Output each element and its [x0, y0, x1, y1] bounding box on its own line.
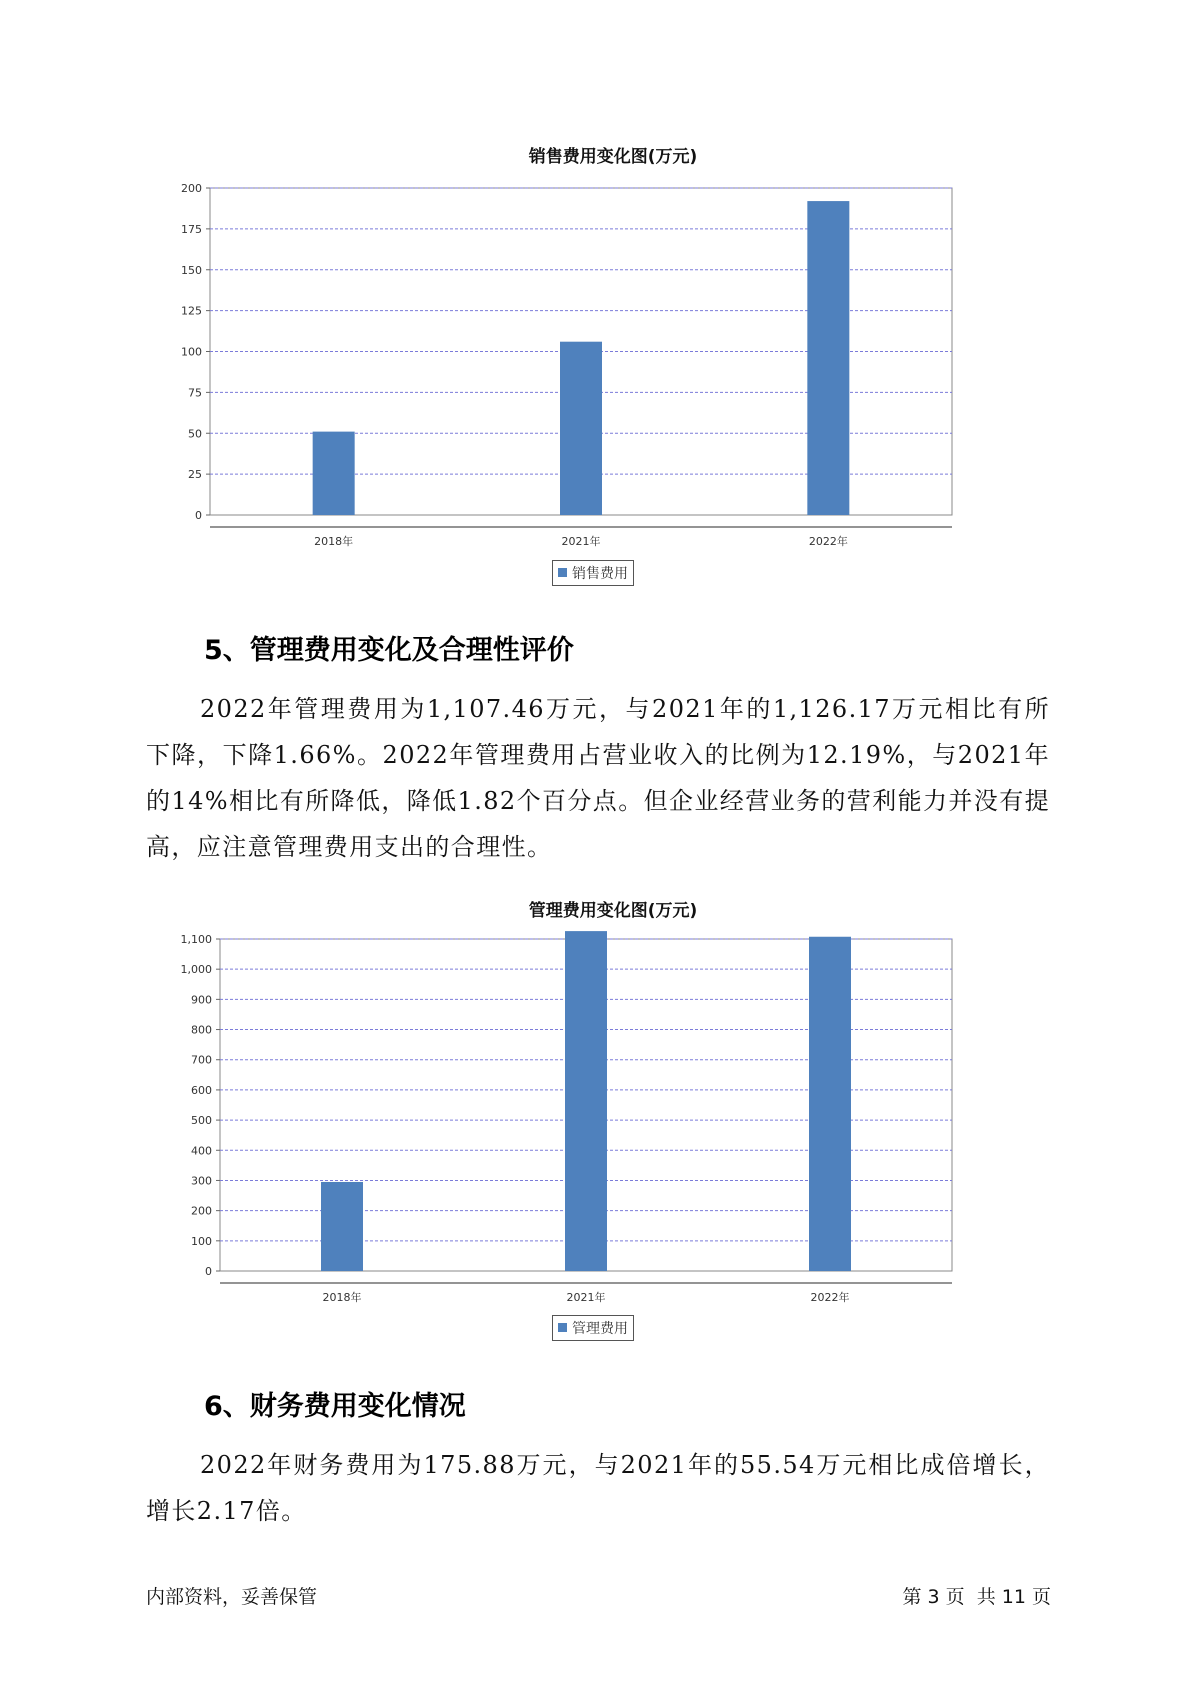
y-tick-label: 0: [195, 509, 202, 522]
y-tick-label: 400: [191, 1144, 212, 1158]
section-5-paragraph: 2022年管理费用为1,107.46万元，与2021年的1,126.17万元相比有所下降，下降1.66%。2022年管理费用占营业收入的比例为12.19%，与2021年的14%相比有所降低，降低1.82个百分点。但企业经营业务的营利能力并没有提高，应注意管理费用支出的合理性。: [146, 695, 1050, 861]
x-tick-label: 2018年: [322, 1291, 362, 1304]
y-tick-label: 100: [191, 1234, 212, 1248]
x-tick-label: 2022年: [810, 1291, 850, 1304]
y-tick-label: 300: [191, 1174, 212, 1188]
y-tick-label: 0: [205, 1265, 212, 1278]
legend-swatch: [558, 568, 567, 577]
admin-chart-legend: [552, 1315, 634, 1341]
bar: [560, 342, 602, 515]
y-tick-label: 1,000: [180, 963, 212, 977]
y-tick-label: 500: [191, 1114, 212, 1128]
y-tick-label: 800: [191, 1023, 212, 1037]
y-tick-label: 50: [188, 427, 202, 441]
bar: [809, 937, 851, 1271]
y-tick-label: 175: [181, 222, 202, 236]
y-tick-label: 700: [191, 1053, 212, 1067]
section-5-heading: 5、管理费用变化及合理性评价: [204, 635, 574, 666]
y-tick-label: 200: [181, 182, 202, 195]
y-tick-label: 600: [191, 1083, 212, 1097]
admin-expense-chart: [160, 933, 1040, 1304]
footer-confidential-note: 内部资料，妥善保管: [146, 1586, 318, 1608]
bar: [313, 432, 355, 515]
x-tick-label: 2018年: [314, 535, 354, 548]
section-6-heading: 6、财务费用变化情况: [204, 1391, 466, 1422]
section-6-paragraph: 2022年财务费用为175.88万元，与2021年的55.54万元相比成倍增长，增长2.17倍。: [146, 1451, 1050, 1525]
x-tick-label: 2021年: [561, 535, 601, 548]
y-tick-label: 150: [181, 263, 202, 277]
sales-chart-title: 销售费用变化图(万元): [528, 147, 698, 167]
legend-swatch: [558, 1323, 567, 1332]
legend-label: 管理费用: [572, 1321, 628, 1337]
y-tick-label: 200: [191, 1204, 212, 1218]
sales-chart-legend: [552, 560, 634, 586]
y-tick-label: 100: [181, 345, 202, 359]
admin-chart-title: 管理费用变化图(万元): [528, 901, 698, 921]
sales-expense-chart: [160, 180, 1040, 548]
y-tick-label: 75: [188, 386, 202, 400]
x-tick-label: 2021年: [566, 1291, 606, 1304]
y-tick-label: 1,100: [180, 933, 212, 946]
legend-label: 销售费用: [572, 566, 628, 582]
bar: [565, 931, 607, 1271]
y-tick-label: 25: [188, 468, 202, 482]
footer-page-number: 第 3 页 共 11 页: [902, 1586, 1051, 1608]
y-tick-label: 900: [191, 993, 212, 1007]
x-tick-label: 2022年: [808, 535, 848, 548]
bar: [807, 201, 849, 515]
bar: [321, 1182, 363, 1271]
y-tick-label: 125: [181, 304, 202, 318]
